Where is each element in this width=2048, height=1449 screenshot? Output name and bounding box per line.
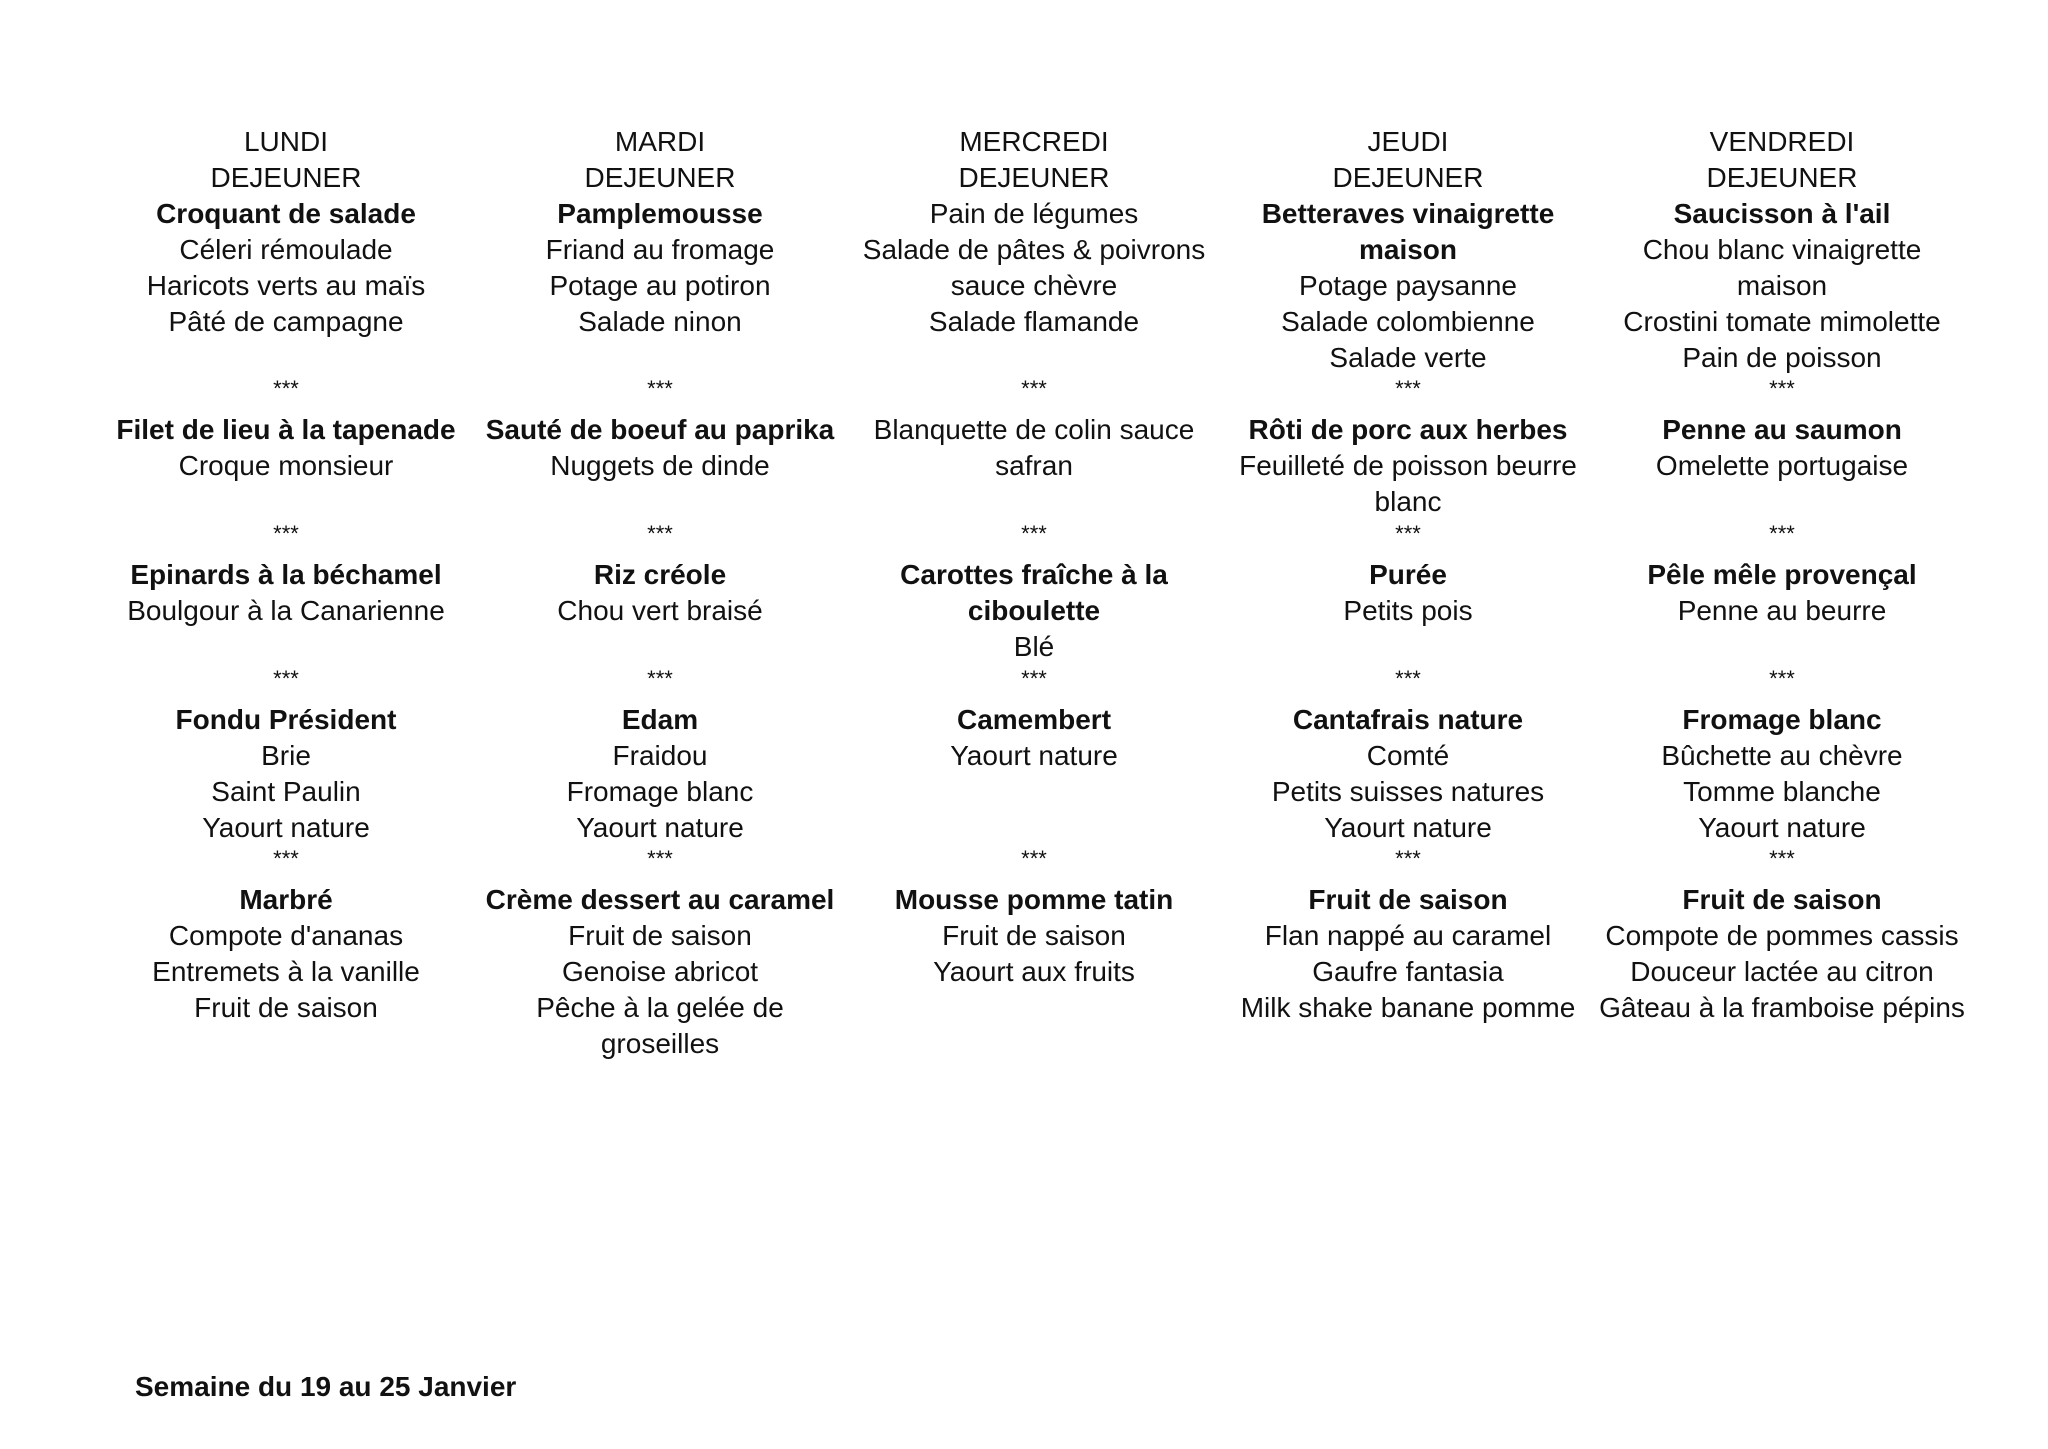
course-separator: *** xyxy=(1395,846,1421,871)
dairy xyxy=(1596,702,1968,846)
starters xyxy=(474,196,846,340)
dish-item: Compote d'ananas xyxy=(168,920,404,951)
dish-item: Marbré xyxy=(239,884,333,915)
dish-item: Comté xyxy=(1366,740,1450,771)
dish-item: Bûchette au chèvre xyxy=(1661,740,1903,771)
dish-item: Purée xyxy=(1369,559,1447,590)
dish-item: Chou vert braisé xyxy=(557,595,763,626)
dish-item: Petits suisses natures xyxy=(1271,776,1545,807)
course-separator: *** xyxy=(1021,666,1047,691)
mains xyxy=(848,412,1220,484)
dish-item: Boulgour à la Canarienne xyxy=(127,595,445,626)
course-separator: *** xyxy=(647,521,673,546)
meal-name: DEJEUNER xyxy=(1332,162,1484,193)
sides xyxy=(1222,557,1594,629)
course-separator: *** xyxy=(1021,376,1047,401)
course-separator: *** xyxy=(1769,846,1795,871)
dish-item: Riz créole xyxy=(593,559,727,590)
meal-name: DEJEUNER xyxy=(1706,162,1858,193)
dish-item: Pêche à la gelée de groseilles xyxy=(536,992,784,1059)
dish-item: Cantafrais nature xyxy=(1292,704,1524,735)
day-column-lundi xyxy=(100,124,472,1023)
meal-name: DEJEUNER xyxy=(584,162,736,193)
dish-item: Salade colombienne xyxy=(1281,306,1535,337)
dish-item: Fruit de saison xyxy=(568,920,752,951)
dish-item: Fruit de saison xyxy=(194,992,378,1023)
dish-item: Friand au fromage xyxy=(545,234,775,265)
dish-item: Fruit de saison xyxy=(1682,884,1882,915)
sides xyxy=(1596,557,1968,629)
dish-item: Pamplemousse xyxy=(557,198,763,229)
week-label: Semaine du 19 au 25 Janvier xyxy=(135,1371,517,1402)
dish-item: Fruit de saison xyxy=(942,920,1126,951)
dish-item: Yaourt nature xyxy=(950,740,1118,771)
meal-name: DEJEUNER xyxy=(210,162,362,193)
starters xyxy=(100,196,472,340)
dish-item: Saucisson à l'ail xyxy=(1673,198,1891,229)
dairy xyxy=(474,702,846,846)
course-separator: *** xyxy=(1769,666,1795,691)
desserts xyxy=(848,882,1220,990)
dish-item: Fruit de saison xyxy=(1308,884,1508,915)
dish-item: Tomme blanche xyxy=(1683,776,1881,807)
course-separator: *** xyxy=(273,666,299,691)
dish-item: Fromage blanc xyxy=(1682,704,1882,735)
desserts xyxy=(100,882,472,1026)
day-name: MARDI xyxy=(614,126,706,157)
dish-item: Milk shake banane pomme xyxy=(1240,992,1576,1023)
dish-item: Filet de lieu à la tapenade xyxy=(116,414,456,445)
dish-item: Pâté de campagne xyxy=(168,306,404,337)
dish-item: Haricots verts au maïs xyxy=(146,270,426,301)
dish-item: Salade verte xyxy=(1329,342,1487,373)
sides xyxy=(100,557,472,629)
dish-item: Céleri rémoulade xyxy=(179,234,393,265)
course-separator: *** xyxy=(1769,521,1795,546)
dish-item: Croque monsieur xyxy=(178,450,394,481)
dish-item: Fondu Président xyxy=(175,704,397,735)
course-separator: *** xyxy=(1769,376,1795,401)
dish-item: Nuggets de dinde xyxy=(550,450,770,481)
dish-item: Sauté de boeuf au paprika xyxy=(485,414,835,445)
dish-item: Crème dessert au caramel xyxy=(485,884,835,915)
course-separator: *** xyxy=(647,376,673,401)
day-column-jeudi xyxy=(1222,124,1594,1023)
course-separator: *** xyxy=(273,376,299,401)
mains xyxy=(1222,412,1594,520)
dish-item: Epinards à la béchamel xyxy=(130,559,442,590)
dish-item: Edam xyxy=(621,704,699,735)
mains xyxy=(1596,412,1968,484)
day-name: LUNDI xyxy=(243,126,328,157)
day-column-mardi xyxy=(474,124,846,1059)
dish-item: Penne au beurre xyxy=(1677,595,1887,626)
dish-item: Blé xyxy=(1013,631,1055,662)
day-column-mercredi xyxy=(848,124,1220,987)
course-separator: *** xyxy=(1021,846,1047,871)
course-separator: *** xyxy=(647,846,673,871)
sides xyxy=(848,557,1220,665)
dish-item: Pain de légumes xyxy=(929,198,1139,229)
day-column-vendredi xyxy=(1596,124,1968,1023)
dish-item: Yaourt nature xyxy=(576,812,744,843)
course-separator: *** xyxy=(1021,521,1047,546)
dish-item: Yaourt aux fruits xyxy=(933,956,1135,987)
dairy xyxy=(1222,702,1594,846)
dish-item: Crostini tomate mimolette xyxy=(1623,306,1941,337)
starters xyxy=(1596,196,1968,376)
course-separator: *** xyxy=(1395,521,1421,546)
course-separator: *** xyxy=(273,521,299,546)
dish-item: Omelette portugaise xyxy=(1655,450,1909,481)
day-name: VENDREDI xyxy=(1709,126,1855,157)
course-separator: *** xyxy=(647,666,673,691)
dish-item: Genoise abricot xyxy=(561,956,759,987)
dish-item: Douceur lactée au citron xyxy=(1630,956,1934,987)
dish-item: Salade flamande xyxy=(928,306,1140,337)
dish-item: Betteraves vinaigrette maison xyxy=(1261,198,1555,265)
dish-item: Potage au potiron xyxy=(549,270,771,301)
dish-item: Pain de poisson xyxy=(1682,342,1882,373)
dish-item: Feuilleté de poisson beurre blanc xyxy=(1239,450,1577,517)
dish-item: Yaourt nature xyxy=(202,812,370,843)
dish-item: Entremets à la vanille xyxy=(152,956,420,987)
starters xyxy=(848,196,1220,340)
dish-item: Penne au saumon xyxy=(1662,414,1902,445)
meal-name: DEJEUNER xyxy=(958,162,1110,193)
dish-item: Pêle mêle provençal xyxy=(1647,559,1917,590)
desserts xyxy=(1222,882,1594,1026)
dish-item: Yaourt nature xyxy=(1698,812,1866,843)
dish-item: Compote de pommes cassis xyxy=(1605,920,1959,951)
sides xyxy=(474,557,846,629)
starters xyxy=(1222,196,1594,376)
dish-item: Blanquette de colin sauce safran xyxy=(873,414,1195,481)
mains xyxy=(474,412,846,484)
dish-item: Yaourt nature xyxy=(1324,812,1492,843)
dish-item: Salade de pâtes & poivrons sauce chèvre xyxy=(862,234,1206,301)
dish-item: Brie xyxy=(261,740,311,771)
dish-item: Gâteau à la framboise pépins xyxy=(1599,992,1965,1023)
dish-item: Salade ninon xyxy=(578,306,742,337)
dish-item: Fromage blanc xyxy=(566,776,754,807)
dairy xyxy=(100,702,472,846)
dish-item: Chou blanc vinaigrette maison xyxy=(1642,234,1922,301)
dish-item: Fraidou xyxy=(612,740,708,771)
dish-item: Mousse pomme tatin xyxy=(894,884,1174,915)
dish-item: Petits pois xyxy=(1343,595,1473,626)
course-separator: *** xyxy=(273,846,299,871)
course-separator: *** xyxy=(1395,376,1421,401)
day-name: JEUDI xyxy=(1367,126,1449,157)
dish-item: Saint Paulin xyxy=(211,776,361,807)
mains xyxy=(100,412,472,484)
desserts xyxy=(1596,882,1968,1026)
dish-item: Rôti de porc aux herbes xyxy=(1248,414,1568,445)
dairy xyxy=(848,702,1220,774)
day-name: MERCREDI xyxy=(959,126,1109,157)
dish-item: Potage paysanne xyxy=(1299,270,1517,301)
desserts xyxy=(474,882,846,1062)
dish-item: Gaufre fantasia xyxy=(1312,956,1504,987)
dish-item: Croquant de salade xyxy=(156,198,416,229)
dish-item: Flan nappé au caramel xyxy=(1264,920,1552,951)
dish-item: Camembert xyxy=(956,704,1112,735)
dish-item: Carottes fraîche à la ciboulette xyxy=(900,559,1168,626)
course-separator: *** xyxy=(1395,666,1421,691)
